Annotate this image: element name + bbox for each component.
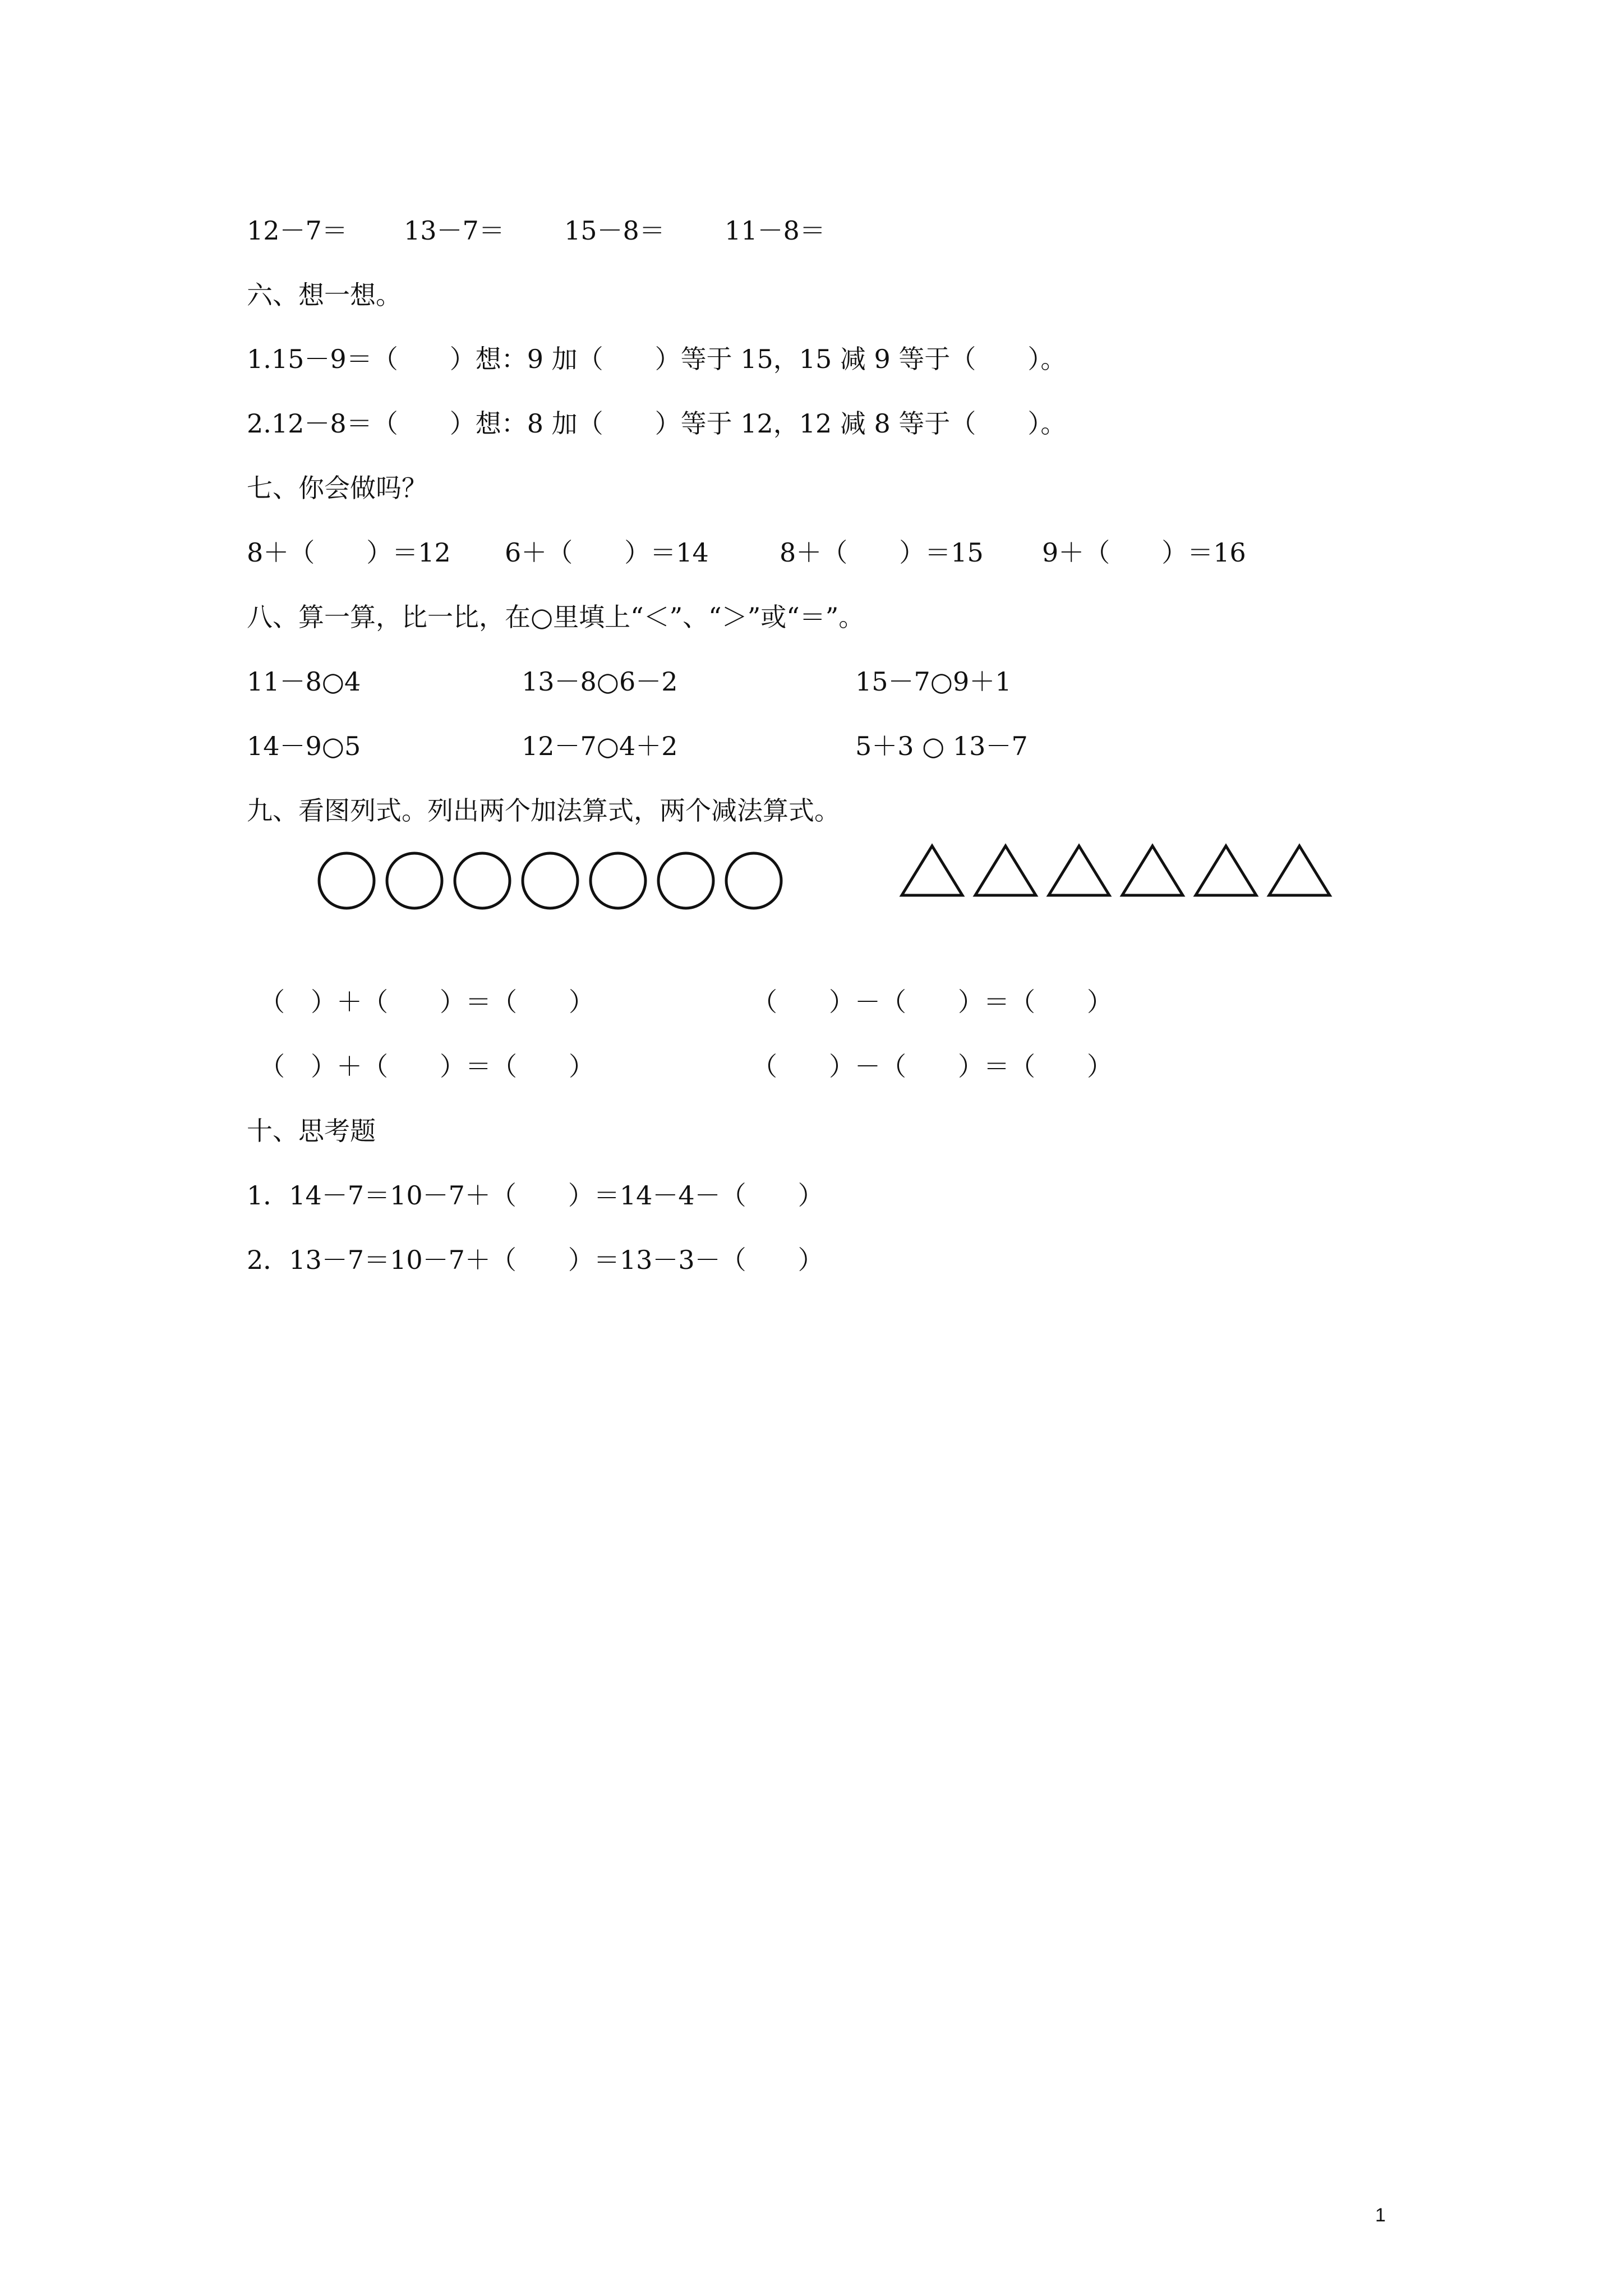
subtraction-row xyxy=(0,215,1623,251)
compare-expression: 13－8○6－2 xyxy=(522,666,678,697)
question: 1．14－7＝10－7＋（ ）＝14－4－（ ） xyxy=(247,1180,824,1211)
compare-expression: 11－8○4 xyxy=(247,666,361,697)
triangle-group xyxy=(902,846,1330,895)
subtraction-equation: （ ）－（ ）＝（ ） xyxy=(751,987,1113,1017)
circle-group xyxy=(319,853,781,908)
expression: 8＋（ ）＝12 xyxy=(247,537,451,568)
question: 1.15－9＝（ ）想：9 加（ ）等于 15，15 减 9 等于（ ）。 xyxy=(247,344,1067,374)
section-title: 八、算一算，比一比，在○里填上“＜”、“＞”或“＝”。 xyxy=(247,602,865,632)
section-title: 六、想一想。 xyxy=(247,280,402,310)
compare-expression: 14－9○5 xyxy=(247,731,361,761)
compare-row xyxy=(0,666,1623,702)
expression: 11－8＝ xyxy=(725,215,826,246)
circle-shape xyxy=(726,853,781,908)
triangle-shape xyxy=(975,846,1036,895)
circle-shape xyxy=(523,853,578,908)
triangle-shape xyxy=(1196,846,1256,895)
circle-shape xyxy=(319,853,374,908)
circle-shape xyxy=(455,853,510,908)
section-title: 十、思考题 xyxy=(247,1116,376,1146)
addition-equation: （ ）＋（ ）＝（ ） xyxy=(259,987,594,1017)
expression: 9＋（ ）＝16 xyxy=(1042,537,1246,568)
triangle-shape xyxy=(902,846,962,895)
question: 2．13－7＝10－7＋（ ）＝13－3－（ ） xyxy=(247,1245,824,1275)
circle-shape xyxy=(387,853,442,908)
fill-blank-row xyxy=(0,537,1623,573)
compare-expression: 5＋3 ○ 13－7 xyxy=(855,731,1028,761)
circle-shape xyxy=(658,853,713,908)
picture-shapes xyxy=(0,841,1623,920)
question: 2.12－8＝（ ）想：8 加（ ）等于 12，12 减 8 等于（ ）。 xyxy=(247,408,1067,439)
expression: 8＋（ ）＝15 xyxy=(780,537,984,568)
circle-shape xyxy=(591,853,645,908)
equation-row xyxy=(0,989,1623,1023)
compare-row xyxy=(0,733,1623,767)
compare-expression: 15－7○9＋1 xyxy=(855,666,1012,697)
section-title: 七、你会做吗？ xyxy=(247,473,427,503)
expression: 13－7＝ xyxy=(404,215,505,246)
expression: 6＋（ ）＝14 xyxy=(505,537,709,568)
expression: 12－7＝ xyxy=(247,215,348,246)
equation-row xyxy=(0,1053,1623,1087)
addition-equation: （ ）＋（ ）＝（ ） xyxy=(259,1051,594,1082)
expression: 15－8＝ xyxy=(564,215,665,246)
triangle-shape xyxy=(1122,846,1183,895)
triangle-shape xyxy=(1049,846,1109,895)
triangle-shape xyxy=(1269,846,1330,895)
subtraction-equation: （ ）－（ ）＝（ ） xyxy=(751,1051,1113,1082)
page-number: 1 xyxy=(1375,2205,1386,2226)
compare-expression: 12－7○4＋2 xyxy=(522,731,678,761)
section-title: 九、看图列式。列出两个加法算式，两个减法算式。 xyxy=(247,795,840,826)
